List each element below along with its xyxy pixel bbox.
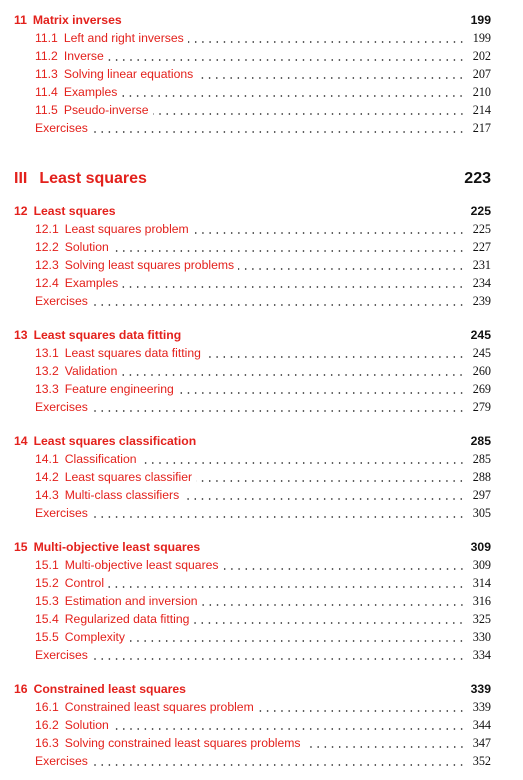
toc-chapter-row[interactable] [0, 202, 523, 220]
toc-page-number[interactable]: 297 [472, 488, 491, 502]
toc-entry-number: 14.1 [35, 452, 59, 466]
toc-exercises-row[interactable] [0, 292, 523, 310]
dot-leader [179, 486, 465, 504]
toc-page-number[interactable]: 207 [472, 67, 491, 81]
toc-entry-number: 11 [14, 13, 27, 27]
toc-entry-link[interactable] [35, 119, 88, 137]
toc-entry-title: Examples [64, 276, 119, 290]
toc-entry-number: 12 [14, 204, 28, 218]
toc-page-number[interactable]: 269 [472, 382, 491, 396]
toc-page-number[interactable]: 214 [472, 103, 491, 117]
toc-page-number[interactable]: 245 [470, 328, 491, 342]
toc-entry-number: 11.2 [35, 49, 58, 63]
toc-entry-title: Inverse [63, 49, 104, 63]
dot-leader [109, 716, 465, 734]
toc-entry-link[interactable] [35, 65, 193, 83]
toc-entry-link[interactable] [35, 716, 109, 734]
dot-leader [189, 220, 465, 238]
toc-entry-link[interactable] [35, 398, 88, 416]
toc-section-row[interactable] [0, 362, 523, 380]
toc-entry-link[interactable] [35, 344, 201, 362]
toc-entry-title: Multi-objective least squares [64, 558, 219, 572]
toc-section-row[interactable] [0, 344, 523, 362]
toc-page-number[interactable]: 239 [472, 294, 491, 308]
toc-entry-title: Least squares data fitting [33, 328, 182, 342]
dot-leader [117, 362, 465, 380]
toc-page-number[interactable]: 288 [472, 470, 491, 484]
dot-leader [118, 274, 465, 292]
toc-entry-number: 11.4 [35, 85, 58, 99]
toc-entry-link[interactable] [35, 468, 192, 486]
dot-leader [193, 65, 465, 83]
dot-leader [201, 344, 465, 362]
toc-entry-link[interactable] [14, 11, 122, 29]
toc-entry-number: 16.2 [35, 718, 59, 732]
toc-entry-title: Least squares classification [33, 434, 197, 448]
toc-entry-link[interactable] [14, 326, 181, 344]
toc-entry-number: 13 [14, 328, 28, 342]
toc-page-number[interactable]: 314 [472, 576, 491, 590]
toc-section-row[interactable] [0, 65, 523, 83]
toc-entry-link[interactable] [35, 486, 179, 504]
toc-entry-link[interactable] [14, 202, 116, 220]
toc-page-number[interactable]: 344 [472, 718, 491, 732]
toc-page-number[interactable]: 325 [472, 612, 491, 626]
toc-entry-link[interactable] [14, 680, 186, 698]
toc-page-number[interactable]: 223 [464, 170, 491, 187]
toc-entry-number: 11.3 [35, 67, 58, 81]
toc-section-row[interactable] [0, 380, 523, 398]
toc-page-number[interactable]: 217 [472, 121, 491, 135]
toc-section-row[interactable] [0, 220, 523, 238]
toc-page-number[interactable]: 260 [472, 364, 491, 378]
toc-entry-link[interactable] [35, 362, 117, 380]
toc-section-row[interactable] [0, 274, 523, 292]
dot-leader [104, 574, 465, 592]
dot-leader [192, 468, 465, 486]
toc-entry-link[interactable] [14, 432, 196, 450]
toc-exercises-row[interactable] [0, 646, 523, 664]
toc-entry-link[interactable] [35, 504, 88, 522]
toc-entry-link[interactable] [35, 274, 118, 292]
toc-page-number[interactable]: 330 [472, 630, 491, 644]
toc-page-number[interactable]: 309 [472, 558, 491, 572]
toc-entry-title: Multi-class classifiers [64, 488, 180, 502]
toc-exercises-row[interactable] [0, 119, 523, 137]
toc-section-row[interactable] [0, 698, 523, 716]
toc-page-number[interactable]: 316 [472, 594, 491, 608]
dot-leader [88, 504, 465, 522]
toc-entry-title: Solution [64, 718, 109, 732]
toc-entry-link[interactable] [35, 238, 109, 256]
toc-entry-title: Constrained least squares problem [64, 700, 254, 714]
toc-entry-number: 11.1 [35, 31, 58, 45]
toc-entry-title: Left and right inverses [63, 31, 184, 45]
toc-entry-link[interactable] [35, 574, 104, 592]
toc-entry-number: 14 [14, 434, 28, 448]
dot-leader [88, 119, 465, 137]
toc-entry-title: Exercises [35, 754, 88, 768]
toc-page-number[interactable]: 352 [472, 754, 491, 768]
toc-entry-number: 13.1 [35, 346, 59, 360]
dot-leader [234, 256, 465, 274]
toc-section-row[interactable] [0, 716, 523, 734]
toc-entry-title: Least squares [33, 204, 116, 218]
toc-entry-title: Estimation and inversion [64, 594, 198, 608]
toc-entry-number: 16.1 [35, 700, 59, 714]
toc-entry-title: Validation [64, 364, 118, 378]
toc-entry-title: Exercises [35, 400, 88, 414]
toc-chapter-row[interactable] [0, 680, 523, 698]
toc-section-row[interactable] [0, 556, 523, 574]
toc-section-row[interactable] [0, 47, 523, 65]
toc-entry-title: Exercises [35, 506, 88, 520]
toc-entry-link[interactable] [35, 450, 137, 468]
toc-entry-title: Solving least squares problems [64, 258, 235, 272]
toc-section-row[interactable] [0, 101, 523, 119]
toc-page-number[interactable]: 210 [472, 85, 491, 99]
toc-section-row[interactable] [0, 734, 523, 752]
toc-entry-title: Regularized data fitting [64, 612, 190, 626]
toc-section-row[interactable] [0, 256, 523, 274]
toc-entry-number: 16 [14, 682, 28, 696]
toc-entry-title: Solution [64, 240, 109, 254]
toc-page-number[interactable]: 234 [472, 276, 491, 290]
toc-entry-link[interactable] [35, 292, 88, 310]
toc-entry-link[interactable] [35, 734, 301, 752]
toc-entry-link[interactable] [35, 592, 198, 610]
toc-entry-title: Solving linear equations [63, 67, 194, 81]
toc-section-row[interactable] [0, 574, 523, 592]
toc-entry-title: Least squares [39, 170, 147, 187]
toc-exercises-row[interactable] [0, 752, 523, 770]
toc-entry-number: 12.4 [35, 276, 59, 290]
toc-page-number[interactable]: 199 [472, 31, 491, 45]
toc-section-row[interactable] [0, 610, 523, 628]
toc-section-row[interactable] [0, 486, 523, 504]
dot-leader [88, 646, 465, 664]
toc-entry-title: Solving constrained least squares problems [64, 736, 301, 750]
toc-entry-link[interactable] [35, 256, 234, 274]
toc-chapter-row[interactable] [0, 326, 523, 344]
toc-entry-number: 12.2 [35, 240, 59, 254]
toc-page-number[interactable]: 309 [470, 540, 491, 554]
toc-section-row[interactable] [0, 238, 523, 256]
toc-chapter-row[interactable] [0, 538, 523, 556]
toc-exercises-row[interactable] [0, 504, 523, 522]
dot-leader [117, 83, 465, 101]
toc-entry-number: 15.1 [35, 558, 59, 572]
toc-entry-title: Examples [63, 85, 118, 99]
dot-leader [88, 398, 465, 416]
toc-entry-link[interactable] [35, 628, 125, 646]
toc-entry-link[interactable] [35, 47, 104, 65]
dot-leader [174, 380, 465, 398]
toc-part-row[interactable] [0, 167, 523, 191]
toc-section-row[interactable] [0, 29, 523, 47]
toc-page-number[interactable]: 279 [472, 400, 491, 414]
toc-entry-link[interactable] [35, 83, 117, 101]
toc-page-number[interactable]: 339 [470, 682, 491, 696]
toc-section-row[interactable] [0, 450, 523, 468]
toc-entry-number: 15 [14, 540, 28, 554]
toc-entry-number: 15.3 [35, 594, 59, 608]
toc-entry-number: 13.2 [35, 364, 59, 378]
toc-entry-number: 16.3 [35, 736, 59, 750]
dot-leader [109, 238, 465, 256]
dot-leader [149, 101, 465, 119]
toc-page-number[interactable]: 245 [472, 346, 491, 360]
dot-leader [254, 698, 465, 716]
toc-entry-number: 11.5 [35, 103, 58, 117]
toc-page-number[interactable]: 227 [472, 240, 491, 254]
toc-entry-title: Feature engineering [64, 382, 174, 396]
toc-chapter-row[interactable] [0, 432, 523, 450]
toc-entry-title: Multi-objective least squares [33, 540, 201, 554]
toc-page-number[interactable]: 285 [470, 434, 491, 448]
dot-leader [104, 47, 465, 65]
toc-page-number[interactable]: 334 [472, 648, 491, 662]
toc-entry-title: Exercises [35, 121, 88, 135]
toc-entry-number: III [14, 170, 28, 187]
toc-entry-link[interactable] [35, 220, 189, 238]
toc-entry-link[interactable] [35, 698, 254, 716]
dot-leader [88, 292, 465, 310]
toc-page-number[interactable]: 339 [472, 700, 491, 714]
toc-entry-title: Classification [64, 452, 137, 466]
dot-leader [189, 610, 465, 628]
toc-entry-number: 15.5 [35, 630, 59, 644]
toc-entry-link[interactable] [35, 101, 149, 119]
toc-entry-number: 12.3 [35, 258, 59, 272]
toc-section-row[interactable] [0, 468, 523, 486]
toc-entry-title: Complexity [64, 630, 126, 644]
toc-entry-title: Least squares problem [64, 222, 189, 236]
toc-section-row[interactable] [0, 592, 523, 610]
toc-entry-link[interactable] [35, 752, 88, 770]
toc-entry-link[interactable] [35, 380, 174, 398]
dot-leader [301, 734, 466, 752]
toc-chapter-row[interactable] [0, 11, 523, 29]
toc-section-row[interactable] [0, 628, 523, 646]
dot-leader [219, 556, 465, 574]
toc-entry-title: Pseudo-inverse [63, 103, 149, 117]
toc-entry-number: 12.1 [35, 222, 59, 236]
toc-page-number[interactable]: 285 [472, 452, 491, 466]
toc-exercises-row[interactable] [0, 398, 523, 416]
toc-entry-link[interactable] [14, 538, 200, 556]
toc-entry-number: 14.3 [35, 488, 59, 502]
toc-entry-number: 15.4 [35, 612, 59, 626]
toc-entry-title: Control [64, 576, 105, 590]
toc-page-number[interactable]: 225 [472, 222, 491, 236]
toc-page-number[interactable]: 305 [472, 506, 491, 520]
dot-leader [184, 29, 465, 47]
toc-entry-number: 14.2 [35, 470, 59, 484]
toc-entry-link[interactable] [35, 29, 184, 47]
toc-entry-number: 13.3 [35, 382, 59, 396]
toc-page-number[interactable]: 231 [472, 258, 491, 272]
toc-page-number[interactable]: 347 [472, 736, 491, 750]
toc-entry-link[interactable] [35, 556, 219, 574]
toc-entry-title: Least squares classifier [64, 470, 193, 484]
toc-page-number[interactable]: 202 [472, 49, 491, 63]
toc-entry-title: Exercises [35, 648, 88, 662]
toc-entry-link[interactable] [35, 646, 88, 664]
dot-leader [198, 592, 465, 610]
toc-entry-title: Exercises [35, 294, 88, 308]
toc-entry-title: Least squares data fitting [64, 346, 201, 360]
toc-entry-link[interactable] [35, 610, 189, 628]
toc-entry-link[interactable] [14, 167, 147, 191]
toc-entry-number: 15.2 [35, 576, 59, 590]
dot-leader [125, 628, 465, 646]
toc-entry-title: Constrained least squares [33, 682, 186, 696]
toc-page-number[interactable]: 225 [470, 204, 491, 218]
toc-page-number[interactable]: 199 [470, 13, 491, 27]
toc-entry-title: Matrix inverses [32, 13, 122, 27]
dot-leader [88, 752, 465, 770]
toc-section-row[interactable] [0, 83, 523, 101]
dot-leader [137, 450, 465, 468]
